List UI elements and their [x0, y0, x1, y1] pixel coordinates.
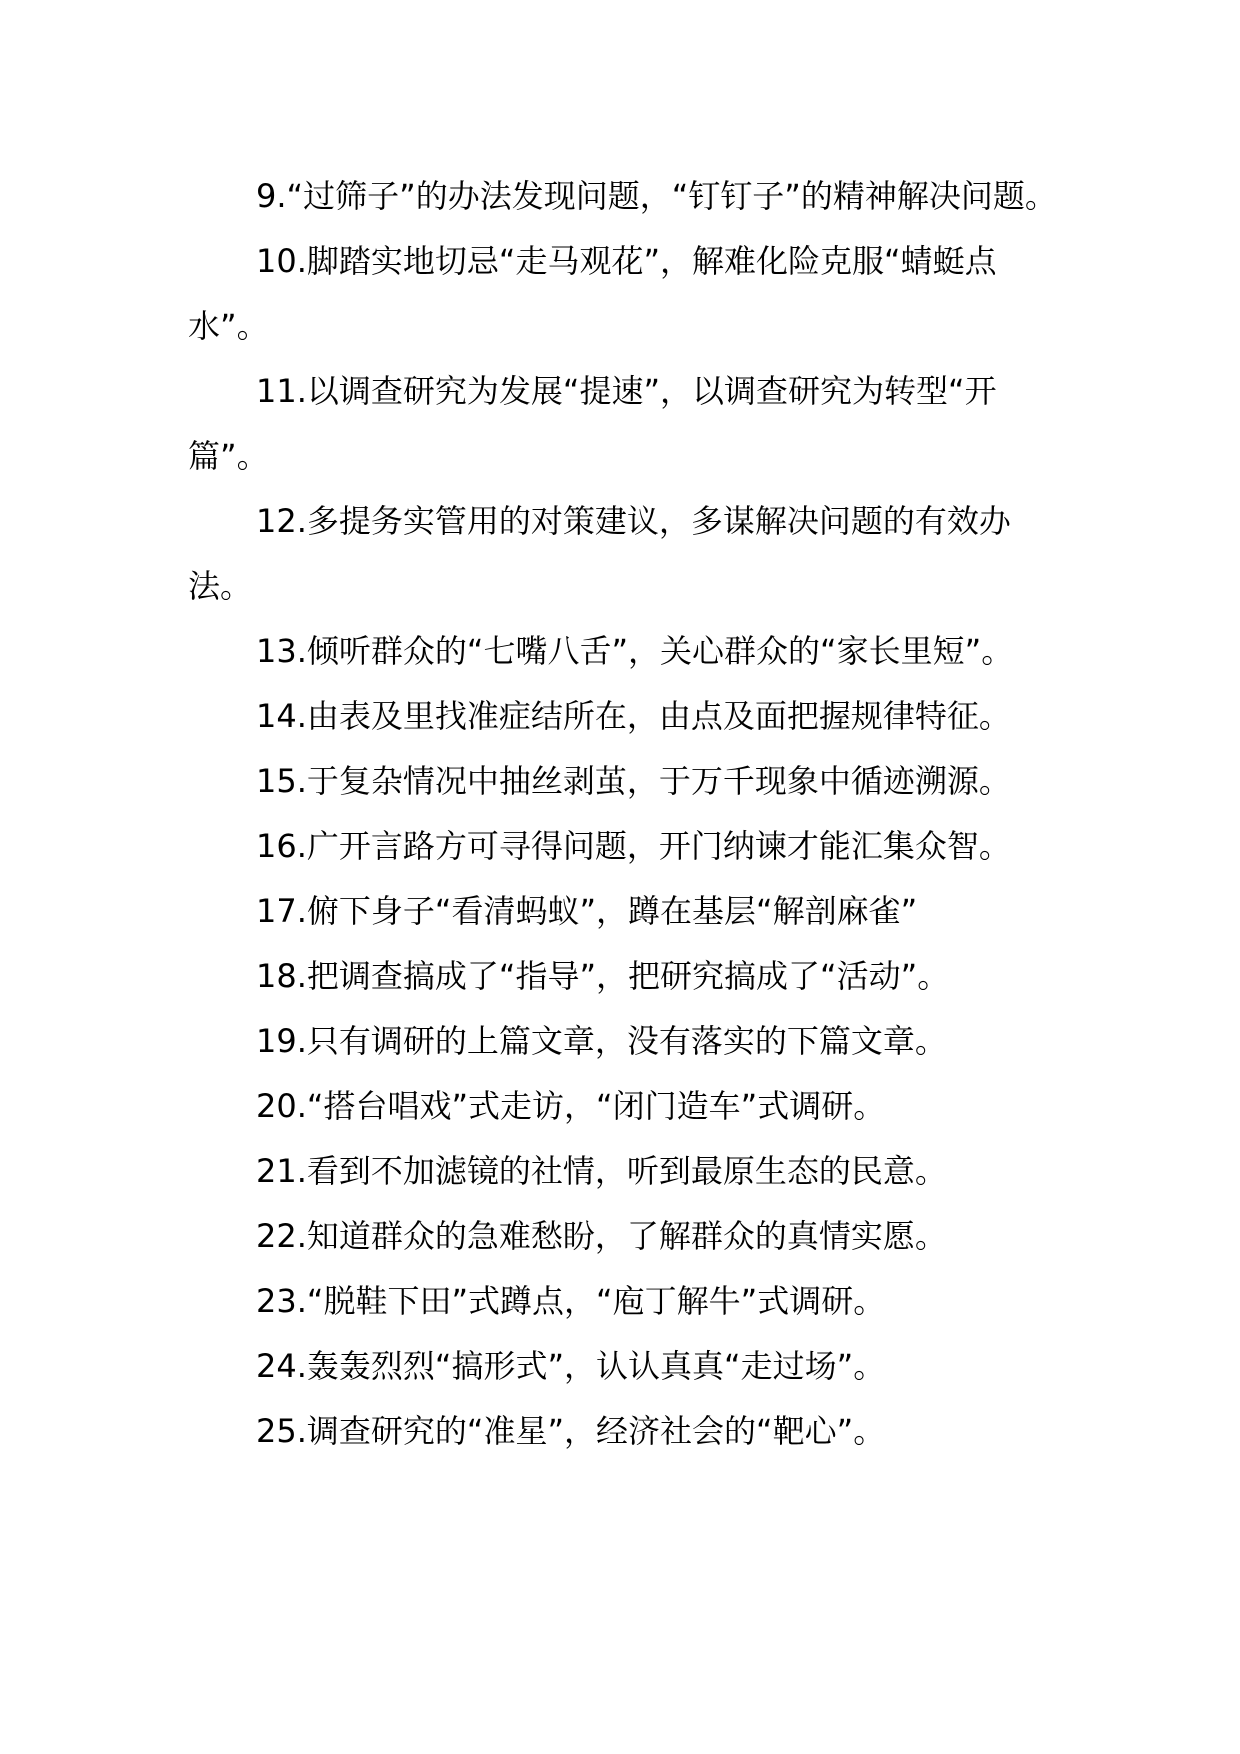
list-item: 15.于复杂情况中抽丝剥茧，于万千现象中循迹溯源。 — [256, 762, 1011, 800]
list-item: 20.“搭台唱戏”式走访，“闭门造车”式调研。 — [256, 1087, 886, 1125]
list-item: 10.脚踏实地切忌“走马观花”，解难化险克服“蜻蜓点水”。 — [188, 242, 997, 345]
list-item: 25.调查研究的“准星”，经济社会的“靶心”。 — [256, 1412, 886, 1450]
list-item: 13.倾听群众的“七嘴八舌”，关心群众的“家长里短”。 — [256, 632, 1014, 670]
list-item: 23.“脱鞋下田”式蹲点，“庖丁解牛”式调研。 — [256, 1282, 886, 1320]
list-item: 17.俯下身子“看清蚂蚁”，蹲在基层“解剖麻雀” — [256, 892, 918, 930]
document-body — [188, 164, 1063, 1464]
list-item: 16.广开言路方可寻得问题，开门纳谏才能汇集众智。 — [256, 827, 1011, 865]
list-item: 21.看到不加滤镜的社情，听到最原生态的民意。 — [256, 1152, 947, 1190]
list-item: 18.把调查搞成了“指导”，把研究搞成了“活动”。 — [256, 957, 950, 995]
list-item: 9.“过筛子”的办法发现问题，“钉钉子”的精神解决问题。 — [256, 177, 1057, 215]
list-item: 14.由表及里找准症结所在，由点及面把握规律特征。 — [256, 697, 1011, 735]
list-item: 19.只有调研的上篇文章，没有落实的下篇文章。 — [256, 1022, 947, 1060]
list-item: 12.多提务实管用的对策建议，多谋解决问题的有效办法。 — [188, 502, 1011, 605]
list-item: 24.轰轰烈烈“搞形式”，认认真真“走过场”。 — [256, 1347, 886, 1385]
list-item: 11.以调查研究为发展“提速”，以调查研究为转型“开篇”。 — [188, 372, 997, 475]
list-item: 22.知道群众的急难愁盼，了解群众的真情实愿。 — [256, 1217, 947, 1255]
